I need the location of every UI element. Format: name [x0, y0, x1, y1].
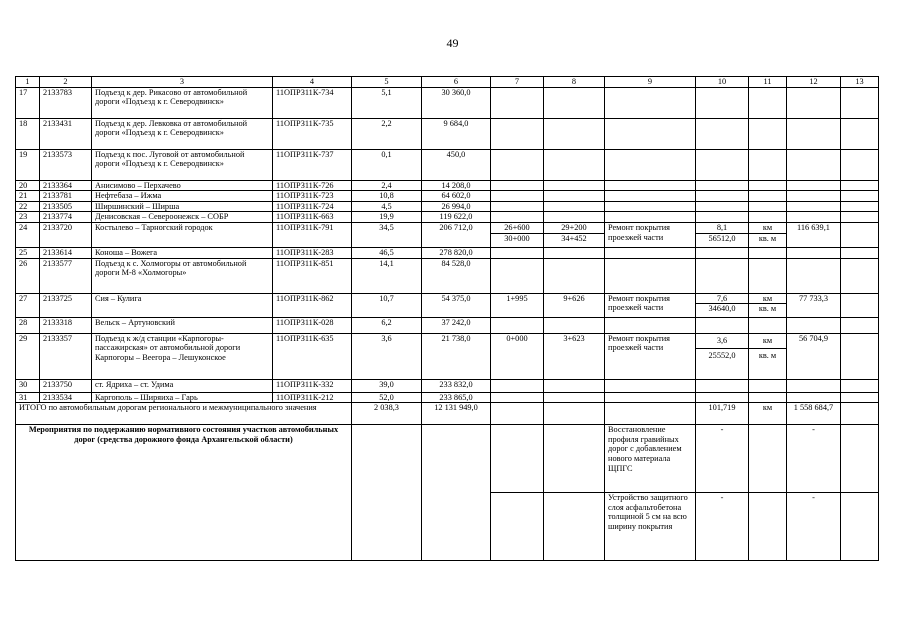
- road-code: 2133614: [40, 247, 92, 258]
- road-cost: 37 242,0: [422, 317, 491, 333]
- row-number: 22: [16, 201, 40, 212]
- road-id: 11ОПРЗ11К-212: [273, 392, 352, 403]
- road-length: 39,0: [352, 379, 422, 392]
- road-id: 11ОПРЗ11К-734: [273, 87, 352, 118]
- work-volume: 7,6 34640,0: [696, 293, 749, 317]
- table-row: [16, 392, 879, 403]
- section-row: [16, 425, 879, 493]
- road-id: 11ОПРЗ11К-723: [273, 191, 352, 202]
- road-code: 2133573: [40, 149, 92, 180]
- road-length: 2,2: [352, 118, 422, 149]
- road-id: 11ОПРЗ11К-028: [273, 317, 352, 333]
- col-header: 11: [749, 77, 787, 88]
- work-cost: 77 733,3: [787, 293, 841, 317]
- work-cost: 56 704,9: [787, 333, 841, 379]
- col-header: 8: [544, 77, 605, 88]
- road-length: 4,5: [352, 201, 422, 212]
- dash-cell: -: [787, 493, 841, 561]
- road-id: 11ОПРЗ11К-851: [273, 258, 352, 293]
- row-number: 24: [16, 222, 40, 247]
- col-header: 10: [696, 77, 749, 88]
- road-cost: 119 622,0: [422, 212, 491, 223]
- road-code: 2133774: [40, 212, 92, 223]
- road-id: 11ОПРЗ11К-737: [273, 149, 352, 180]
- road-name: Каргополь – Ширяиха – Гарь: [92, 392, 273, 403]
- road-id: 11ОПРЗ11К-862: [273, 293, 352, 317]
- segment-start: 0+000: [491, 333, 544, 379]
- dash-cell: -: [696, 425, 749, 493]
- table-row: [16, 333, 879, 379]
- road-length: 34,5: [352, 222, 422, 247]
- col-header: 7: [491, 77, 544, 88]
- road-length: 5,1: [352, 87, 422, 118]
- road-id: 11ОПРЗ11К-663: [273, 212, 352, 223]
- table-row: [16, 149, 879, 180]
- road-length: 10,7: [352, 293, 422, 317]
- work-volume: 8,1 56512,0: [696, 222, 749, 247]
- road-name: Вельск – Артуновский: [92, 317, 273, 333]
- road-id: 11ОПРЗ11К-283: [273, 247, 352, 258]
- road-code: 2133720: [40, 222, 92, 247]
- col-header: 1: [16, 77, 40, 88]
- road-length: 2,4: [352, 180, 422, 191]
- road-code: 2133750: [40, 379, 92, 392]
- work-unit: км кв. м: [749, 222, 787, 247]
- row-number: 20: [16, 180, 40, 191]
- col-header: 13: [841, 77, 879, 88]
- row-number: 31: [16, 392, 40, 403]
- road-name: Коноша – Вожега: [92, 247, 273, 258]
- total-unit: км: [749, 403, 787, 425]
- total-volume: 101,719: [696, 403, 749, 425]
- segment-end: 3+623: [544, 333, 605, 379]
- road-code: 2133505: [40, 201, 92, 212]
- work-type: Ремонт покрытия проезжей части: [605, 222, 696, 247]
- road-id: 11ОПРЗ11К-724: [273, 201, 352, 212]
- work-type: Восстановление профиля гравийных дорог с добавлением нового материала ЩПГС: [605, 425, 696, 493]
- road-length: 46,5: [352, 247, 422, 258]
- segment-end: 9+626: [544, 293, 605, 317]
- row-number: 21: [16, 191, 40, 202]
- road-cost: 233 832,0: [422, 379, 491, 392]
- table-row: [16, 247, 879, 258]
- row-number: 27: [16, 293, 40, 317]
- road-id: 11ОПРЗ11К-635: [273, 333, 352, 379]
- road-cost: 54 375,0: [422, 293, 491, 317]
- road-code: 2133357: [40, 333, 92, 379]
- segment-end: 29+200 34+452: [544, 222, 605, 247]
- row-number: 29: [16, 333, 40, 379]
- road-code: 2133725: [40, 293, 92, 317]
- road-name: Анисимово – Перхачево: [92, 180, 273, 191]
- road-name: Сия – Кулига: [92, 293, 273, 317]
- row-number: 26: [16, 258, 40, 293]
- table-row: [16, 212, 879, 223]
- road-id: 11ОПРЗ11К-726: [273, 180, 352, 191]
- road-length: 52,0: [352, 392, 422, 403]
- road-name: Подъезд к ж/д станции «Карпогоры-пассажирская» от автомобильной дороги Карпогоры – Веегора – Лешуконское: [92, 333, 273, 379]
- road-cost: 21 738,0: [422, 333, 491, 379]
- road-code: 2133781: [40, 191, 92, 202]
- road-name: ст. Ядриха – ст. Удима: [92, 379, 273, 392]
- col-header: 6: [422, 77, 491, 88]
- col-header: 5: [352, 77, 422, 88]
- row-number: 28: [16, 317, 40, 333]
- total-row: [16, 403, 879, 425]
- road-code: 2133534: [40, 392, 92, 403]
- table-row: [16, 317, 879, 333]
- road-name: Подъезд к пос. Луговой от автомобильной дороги «Подъезд к г. Северодвинск»: [92, 149, 273, 180]
- work-cost: 116 639,1: [787, 222, 841, 247]
- col-header: 3: [92, 77, 273, 88]
- total-work-cost: 1 558 684,7: [787, 403, 841, 425]
- road-length: 10,8: [352, 191, 422, 202]
- work-type: Устройство защитного слоя асфальтобетона толщиной 5 см на всю ширину покрытия: [605, 493, 696, 561]
- road-name: Подъезд к с. Холмогоры от автомобильной дороги М-8 «Холмогоры»: [92, 258, 273, 293]
- row-number: 19: [16, 149, 40, 180]
- road-cost: 450,0: [422, 149, 491, 180]
- road-cost: 64 602,0: [422, 191, 491, 202]
- table-row: [16, 118, 879, 149]
- road-code: 2133783: [40, 87, 92, 118]
- road-name: Подъезд к дер. Рикасово от автомобильной дороги «Подъезд к г. Северодвинск»: [92, 87, 273, 118]
- col-header: 4: [273, 77, 352, 88]
- road-length: 3,6: [352, 333, 422, 379]
- work-unit: км кв. м: [749, 333, 787, 379]
- road-id: 11ОПРЗ11К-791: [273, 222, 352, 247]
- road-cost: 9 684,0: [422, 118, 491, 149]
- col-header: 12: [787, 77, 841, 88]
- section-title: Мероприятия по поддержанию нормативного состояния участков автомобильных дорог (средства дорожного фонда Архангельской области): [16, 425, 352, 561]
- road-length: 0,1: [352, 149, 422, 180]
- table-row: [16, 222, 879, 247]
- total-cost: 12 131 949,0: [422, 403, 491, 425]
- road-length: 6,2: [352, 317, 422, 333]
- road-name: Подъезд к дер. Левковка от автомобильной дороги «Подъезд к г. Северодвинск»: [92, 118, 273, 149]
- table-row: [16, 87, 879, 118]
- road-cost: 14 208,0: [422, 180, 491, 191]
- row-number: 30: [16, 379, 40, 392]
- table-row: [16, 191, 879, 202]
- road-cost: 206 712,0: [422, 222, 491, 247]
- road-id: 11ОПРЗ11К-735: [273, 118, 352, 149]
- segment-start: 1+995: [491, 293, 544, 317]
- road-cost: 26 994,0: [422, 201, 491, 212]
- road-name: Ширшинский – Шиpша: [92, 201, 273, 212]
- table-row: [16, 293, 879, 317]
- road-code: 2133364: [40, 180, 92, 191]
- dash-cell: -: [787, 425, 841, 493]
- road-cost: 233 865,0: [422, 392, 491, 403]
- work-unit: км кв. м: [749, 293, 787, 317]
- segment-start: 26+600 30+000: [491, 222, 544, 247]
- road-cost: 278 820,0: [422, 247, 491, 258]
- table-row: [16, 180, 879, 191]
- work-type: Ремонт покрытия проезжей части: [605, 293, 696, 317]
- col-header: 2: [40, 77, 92, 88]
- road-code: 2133431: [40, 118, 92, 149]
- table-row: [16, 258, 879, 293]
- road-name: Нефтебаза – Ижма: [92, 191, 273, 202]
- row-number: 23: [16, 212, 40, 223]
- road-name: Денисовская – Североонежск – СОБР: [92, 212, 273, 223]
- road-name: Костылево – Тарногский городок: [92, 222, 273, 247]
- work-volume: 3,6 25552,0: [696, 333, 749, 379]
- col-header: 9: [605, 77, 696, 88]
- page-number: 49: [446, 36, 459, 50]
- row-number: 17: [16, 87, 40, 118]
- table-row: [16, 379, 879, 392]
- work-type: Ремонт покрытия проезжей части: [605, 333, 696, 379]
- table-row: [16, 201, 879, 212]
- total-label: ИТОГО по автомобильным дорогам регионального и межмуниципального значения: [16, 403, 352, 425]
- dash-cell: -: [696, 493, 749, 561]
- road-code: 2133577: [40, 258, 92, 293]
- road-cost: 84 528,0: [422, 258, 491, 293]
- road-cost: 30 360,0: [422, 87, 491, 118]
- road-id: 11ОПРЗ11К-332: [273, 379, 352, 392]
- road-length: 14,1: [352, 258, 422, 293]
- row-number: 18: [16, 118, 40, 149]
- road-code: 2133318: [40, 317, 92, 333]
- header-row: [16, 77, 879, 88]
- total-length: 2 038,3: [352, 403, 422, 425]
- road-length: 19,9: [352, 212, 422, 223]
- row-number: 25: [16, 247, 40, 258]
- roads-table: [15, 76, 879, 561]
